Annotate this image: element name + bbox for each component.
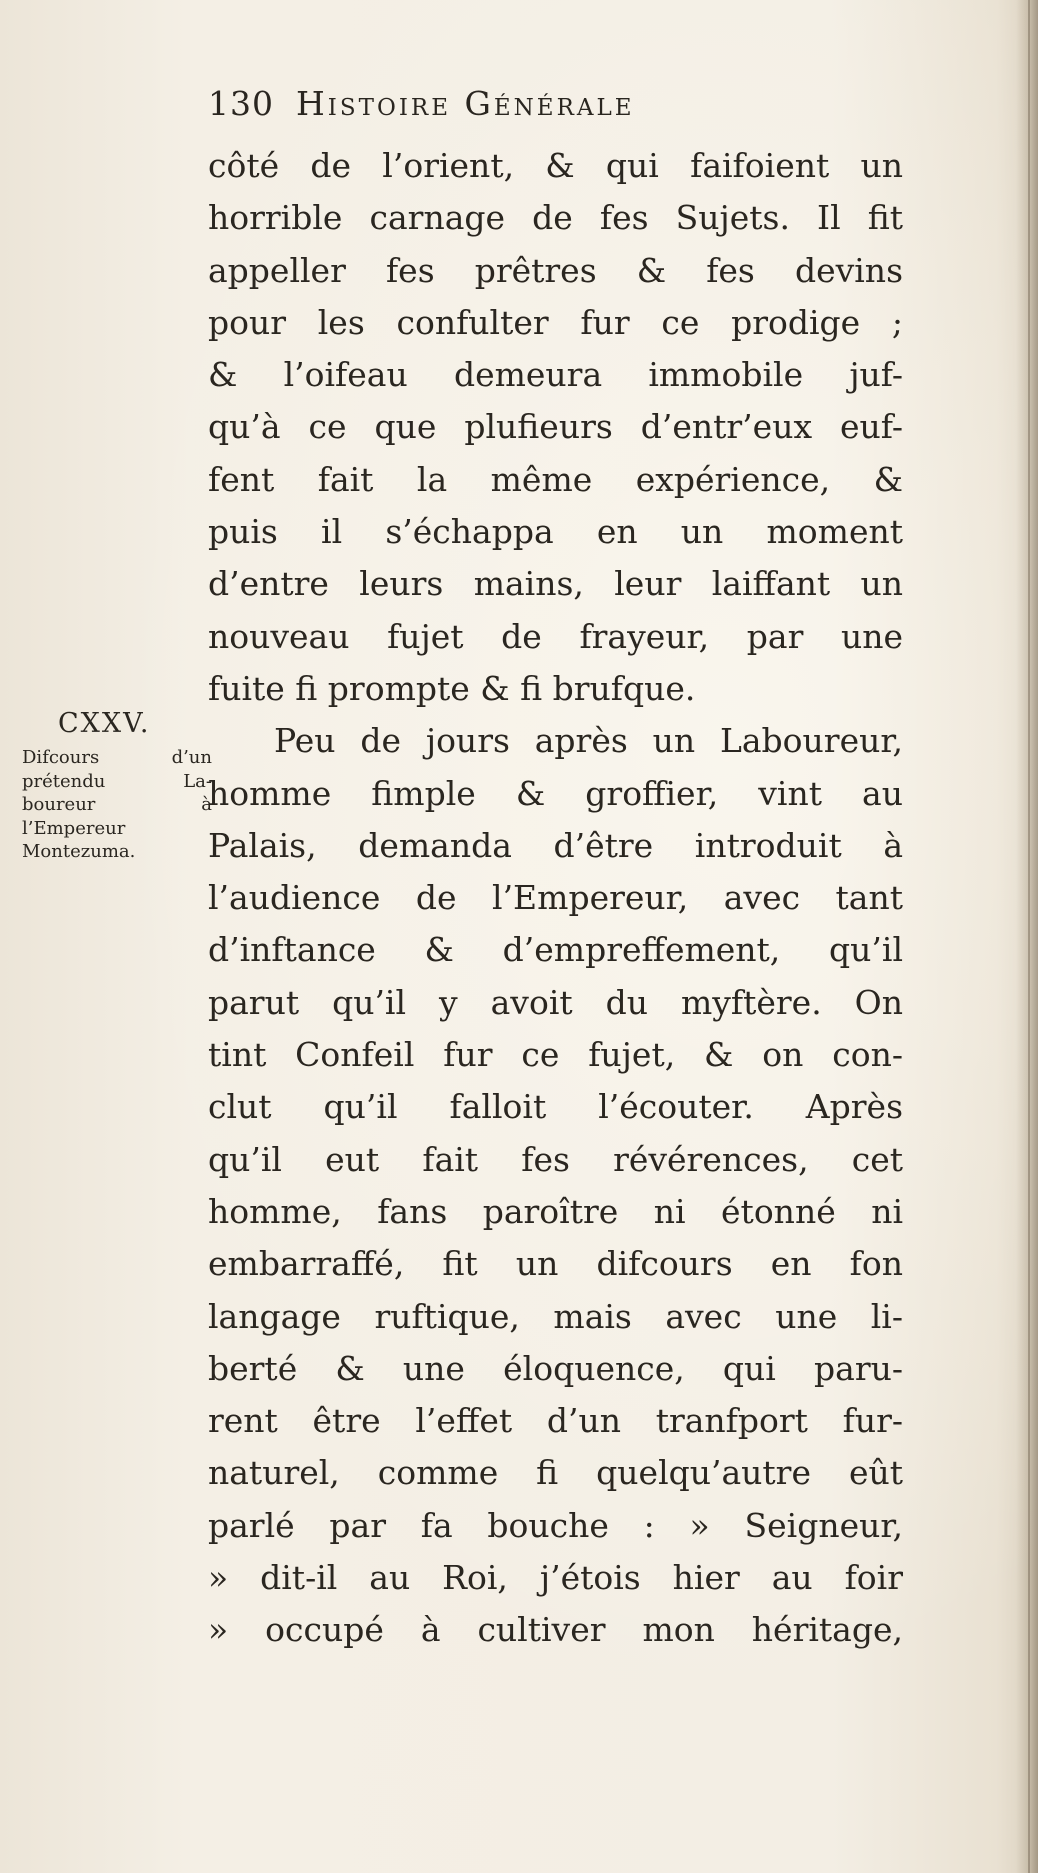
- paragraph-start-line: Peu de jours après un Laboureur,: [274, 721, 903, 761]
- text-line: côté de l’orient, & qui faifoient un: [208, 146, 903, 185]
- text-line: langage ruftique, mais avec une li-: [208, 1296, 903, 1336]
- margin-note-line: Difcours d’un: [22, 747, 212, 768]
- text-line: homme fimple & groffier, vint au: [208, 773, 903, 813]
- page-header: [208, 84, 868, 132]
- margin-note-line: prétendu La-: [22, 770, 212, 792]
- text-line: appeller fes prêtres & fes devins: [208, 250, 903, 290]
- text-line: puis il s’échappa en un moment: [208, 512, 903, 552]
- text-line: fent fait la même expérience, &: [208, 459, 903, 499]
- text-line: nouveau fujet de frayeur, par une: [208, 616, 903, 656]
- text-line: tint Confeil fur ce fujet, & on con-: [208, 1035, 903, 1075]
- section-number: CXXV.: [58, 708, 151, 739]
- text-line: homme, fans paroître ni étonné ni: [208, 1191, 903, 1231]
- text-line: clut qu’il falloit l’écouter. Après: [208, 1087, 903, 1127]
- text-line: parlé par fa bouche : » Seigneur,: [208, 1505, 903, 1545]
- page-edge-line: [1028, 0, 1030, 1873]
- text-line: fuite fi prompte & fi brufque.: [208, 668, 696, 708]
- text-line: & l’oifeau demeura immobile juf-: [208, 355, 903, 395]
- text-line: embarraffé, fit un difcours en fon: [208, 1244, 903, 1284]
- text-line: d’entre leurs mains, leur laiffant un: [208, 564, 903, 604]
- text-line: l’audience de l’Empereur, avec tant: [208, 878, 903, 918]
- text-line: parut qu’il y avoit du myftère. On: [208, 982, 903, 1022]
- text-line: pour les confulter fur ce prodige ;: [208, 302, 903, 342]
- margin-note: [22, 706, 214, 864]
- body-text: [208, 140, 908, 1657]
- running-head: Histoire Générale: [296, 84, 635, 123]
- text-line: » occupé à cultiver mon héritage,: [208, 1610, 903, 1650]
- text-line: berté & une éloquence, qui paru-: [208, 1348, 903, 1388]
- margin-note-line: boureur à: [22, 794, 212, 815]
- margin-note-line: l’Empereur: [22, 817, 126, 839]
- page-number: 130: [208, 84, 274, 123]
- margin-note-line: Montezuma.: [22, 841, 136, 862]
- page-edge-shadow: [1016, 0, 1038, 1873]
- text-line: horrible carnage de fes Sujets. Il fit: [208, 198, 903, 238]
- text-line: qu’il eut fait fes révérences, cet: [208, 1139, 903, 1179]
- text-line: d’inftance & d’empreffement, qu’il: [208, 930, 903, 970]
- text-line: Palais, demanda d’être introduit à: [208, 825, 903, 865]
- text-line: » dit-il au Roi, j’étois hier au foir: [208, 1558, 903, 1598]
- text-line: naturel, comme fi quelqu’autre eût: [208, 1453, 903, 1493]
- margin-summary: [22, 746, 214, 864]
- text-line: rent être l’effet d’un tranfport fur-: [208, 1401, 903, 1441]
- text-line: qu’à ce que plufieurs d’entr’eux euf-: [208, 407, 903, 447]
